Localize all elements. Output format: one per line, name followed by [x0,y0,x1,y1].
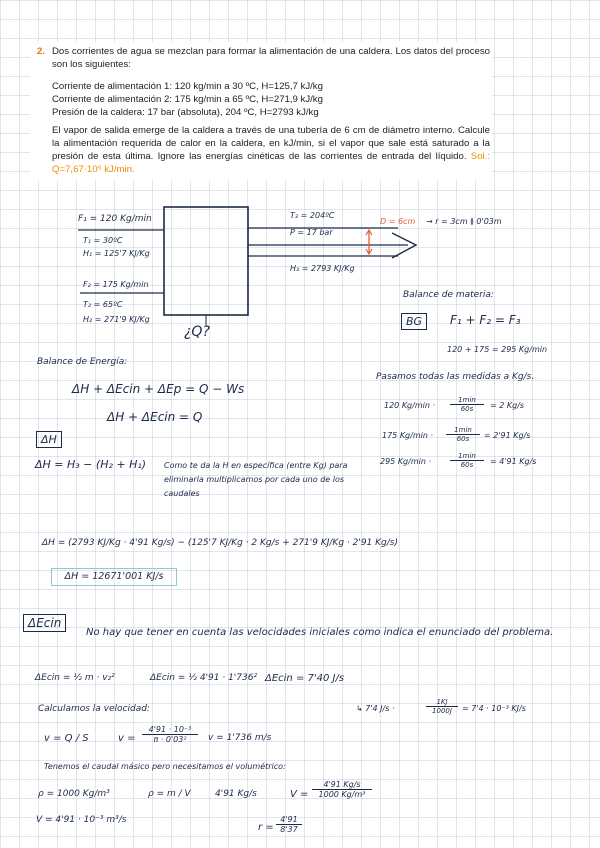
t3-label: T₃ = 204ºC [290,211,335,220]
h1-label: H₁ = 125'7 KJ/Kg [83,249,150,258]
enthalpy-equation: ΔH = H₃ − (H₂ + H₁) [35,458,147,471]
diameter-label: D = 6cm [380,217,416,226]
conversion-fraction [446,426,480,443]
data-line: Corriente de alimentación 2: 175 kg/min a 65 ºC, H=271,9 kJ/kg [52,94,323,105]
energy-conversion-fraction [426,698,458,715]
fraction-numerator: 4'91 [276,815,302,825]
f1-label: F₁ = 120 Kg/min [78,214,152,224]
volume-title: Tenemos el caudal másico pero necesitamos el volumétrico: [44,762,286,771]
volume-equation-label: V = [290,789,309,800]
enthalpy-result: ΔH = 12671'001 KJ/s [51,568,177,586]
conversion-fraction [450,452,484,469]
t2-label: T₂ = 65ºC [83,300,123,309]
question-text: El vapor de salida emerge de la caldera a través de una tubería de 6 cm de diámetro interno. Calcule la alimentación requerida de calor en la caldera, en kJ/min, si el vapor que sale está saturado a la presión de esta última. Ignore las energías cinéticas de las corrientes de entrada del líquido. [52,125,490,162]
fraction-numerator: 4'91 Kg/s [312,780,372,790]
conversion-row-left: 175 Kg/min · [382,431,434,440]
problem-text: Dos corrientes de agua se mezclan para formar la alimentación de una caldera. Los datos del proceso son los siguientes: [52,46,490,70]
energy-conversion-left: ↳ 7'4 J/s · [356,704,395,713]
volume-result: V = 4'91 · 10⁻³ m³/s [36,815,127,825]
conversion-row-left: 295 Kg/min · [380,457,432,466]
fraction-denominator: 8'37 [280,825,298,834]
radius-label: → r = 3cm ≬ 0'03m [426,217,502,226]
fraction-denominator: 60s [460,461,474,469]
f2-label: F₂ = 175 Kg/min [83,280,149,289]
problem-number: 2. [37,46,46,57]
fraction-denominator: 1000J [432,707,452,715]
velocity-title: Calculamos la velocidad: [38,704,150,714]
kinetic-equation-3: ΔEcin = 7'40 J/s [265,673,345,684]
enthalpy-label: ΔH [36,431,62,448]
fraction-numerator: 1KJ [426,698,458,707]
kinetic-note: No hay que tener en cuenta las velocidades iniciales como indica el enunciado del problema. [86,627,554,638]
data-line: Corriente de alimentación 1: 120 kg/min a 30 ºC, H=125,7 kJ/kg [52,81,323,92]
mass-flow-value: 4'91 Kg/s [215,789,257,799]
fraction-numerator: 1min [446,426,480,435]
mass-balance-sum: 120 + 175 = 295 Kg/min [447,345,548,354]
density-value: ρ = 1000 Kg/m³ [38,789,110,799]
solution-text: Sol.: Q=7,67·10⁵ kJ/min. [52,151,490,175]
mass-balance-label: BG [401,313,427,330]
energy-equation-1: ΔH + ΔEcin + ΔEp = Q − Ws [72,382,245,396]
velocity-equation: v = Q / S [44,733,89,744]
velocity-result: v = 1'736 m/s [208,733,272,743]
energy-equation-2: ΔH + ΔEcin = Q [107,410,203,424]
diameter-arrow-bottom [366,249,372,254]
fraction-denominator: 60s [460,405,474,413]
mass-balance-title: Balance de materia: [403,290,494,300]
enthalpy-calculation: ΔH = (2793 KJ/Kg · 4'91 Kg/s) − (125'7 KJ/Kg · 2 Kg/s + 271'9 KJ/Kg · 2'91 Kg/s) [42,538,398,548]
fraction-numerator: 1min [450,396,484,405]
ratio-label: r = [258,822,274,833]
conversion-row-right: = 2'91 Kg/s [484,431,531,440]
t1-label: T₁ = 30ºC [83,236,123,245]
fraction-denominator: π · 0'03² [153,735,187,744]
conversion-title: Pasamos todas las medidas a Kg/s. [376,372,535,382]
p3-label: P = 17 bar [290,228,333,237]
kinetic-label: ΔEcin [23,614,66,632]
diameter-arrow-top [366,230,372,235]
kinetic-equation-2: ΔEcin = ½ 4'91 · 1'736² [150,673,258,683]
boiler-box [164,207,248,315]
fraction-numerator: 1min [450,452,484,461]
problem-question [52,124,490,176]
kinetic-equation-1: ΔEcin = ½ m · v₂² [35,673,115,683]
steam-arrow-head [392,233,416,258]
volume-fraction [312,780,372,799]
conversion-row-right: = 4'91 Kg/s [490,457,537,466]
fraction-denominator: 60s [456,435,470,443]
energy-conversion-right: = 7'4 · 10⁻³ KJ/s [462,704,526,713]
fraction-denominator: 1000 Kg/m³ [318,790,366,799]
velocity-fraction [142,725,198,744]
ratio-fraction [276,815,302,834]
enthalpy-note: Como te da la H en específica (entre Kg) para eliminarla multiplicamos por cada uno de los caudales [164,461,348,498]
velocity-v-symbol: v = [118,733,136,744]
h3-label: H₃ = 2793 KJ/Kg [290,264,355,273]
data-line: Presión de la caldera: 17 bar (absoluta), 204 ºC, H=2793 kJ/kg [52,107,319,118]
problem-statement [30,42,492,180]
conversion-row-right: = 2 Kg/s [490,401,525,410]
heat-label: ¿Q? [184,324,210,340]
fraction-numerator: 4'91 · 10⁻³ [142,725,198,735]
conversion-fraction [450,396,484,413]
density-equation: ρ = m / V [148,789,191,799]
h2-label: H₂ = 271'9 KJ/Kg [83,315,150,324]
energy-balance-title: Balance de Energía: [37,357,128,367]
mass-balance-equation: F₁ + F₂ = F₃ [450,313,521,327]
conversion-row-left: 120 Kg/min · [384,401,436,410]
problem-data [52,80,482,119]
